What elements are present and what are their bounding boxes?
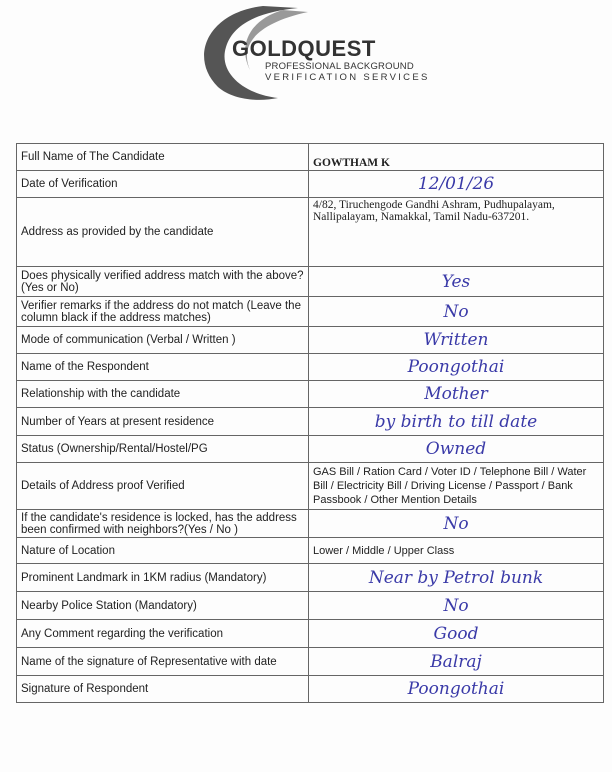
table-row — [17, 381, 604, 408]
table-row — [17, 620, 604, 648]
table-row — [17, 510, 604, 538]
row-value: Near by Petrol bunk — [309, 564, 604, 592]
row-label: Status (Ownership/Rental/Hostel/PG — [17, 436, 309, 463]
table-row — [17, 408, 604, 436]
row-label: Nature of Location — [17, 538, 309, 564]
row-label: Name of the Respondent — [17, 354, 309, 381]
row-label: Full Name of The Candidate — [17, 144, 309, 171]
brand-name: GOLDQUEST — [232, 36, 376, 61]
table-row — [17, 144, 604, 171]
table-row — [17, 354, 604, 381]
row-label: Name of the signature of Representative with date — [17, 648, 309, 676]
row-label: Mode of communication (Verbal / Written ) — [17, 327, 309, 354]
row-label: Number of Years at present residence — [17, 408, 309, 436]
table-row — [17, 538, 604, 564]
row-label: Does physically verified address match with the above? (Yes or No) — [17, 267, 309, 297]
row-label: Prominent Landmark in 1KM radius (Mandatory) — [17, 564, 309, 592]
row-label: Address as provided by the candidate — [17, 198, 309, 267]
row-value: No — [309, 297, 604, 327]
table-row — [17, 436, 604, 463]
brand-tagline-1: PROFESSIONAL BACKGROUND — [265, 61, 414, 72]
row-value: Yes — [309, 267, 604, 297]
row-value: 4/82, Tiruchengode Gandhi Ashram, Pudhupalayam, Nallipalayam, Namakkal, Tamil Nadu-637201. — [309, 198, 604, 267]
row-value: by birth to till date — [309, 408, 604, 436]
row-label: Signature of Respondent — [17, 676, 309, 703]
row-label: Verifier remarks if the address do not match (Leave the column black if the address matches) — [17, 297, 309, 327]
table-row — [17, 463, 604, 510]
table-row — [17, 327, 604, 354]
row-value: Owned — [309, 436, 604, 463]
row-label: Any Comment regarding the verification — [17, 620, 309, 648]
row-value: Mother — [309, 381, 604, 408]
table-row — [17, 171, 604, 198]
row-value: Lower / Middle / Upper Class — [309, 538, 604, 564]
row-value: 12/01/26 — [309, 171, 604, 198]
table-row — [17, 267, 604, 297]
row-value: Poongothai — [309, 354, 604, 381]
row-value: GAS Bill / Ration Card / Voter ID / Telephone Bill / Water Bill / Electricity Bill / Driving License / Passport / Bank Passbook / Other Mention Details — [309, 463, 604, 510]
row-label: If the candidate's residence is locked, has the address been confirmed with neighbors?(Yes / No ) — [17, 510, 309, 538]
table-row — [17, 198, 604, 267]
table-row — [17, 648, 604, 676]
verification-table — [16, 143, 604, 703]
row-value: GOWTHAM K — [309, 144, 604, 171]
row-label: Relationship with the candidate — [17, 381, 309, 408]
row-value: Good — [309, 620, 604, 648]
row-value: Poongothai — [309, 676, 604, 703]
row-value: Written — [309, 327, 604, 354]
table-row — [17, 592, 604, 620]
row-value: Balraj — [309, 648, 604, 676]
row-label: Details of Address proof Verified — [17, 463, 309, 510]
row-value: No — [309, 510, 604, 538]
row-label: Nearby Police Station (Mandatory) — [17, 592, 309, 620]
table-row — [17, 676, 604, 703]
row-value: No — [309, 592, 604, 620]
brand-tagline-2: VERIFICATION SERVICES — [265, 72, 430, 83]
table-row — [17, 564, 604, 592]
row-label: Date of Verification — [17, 171, 309, 198]
table-row — [17, 297, 604, 327]
